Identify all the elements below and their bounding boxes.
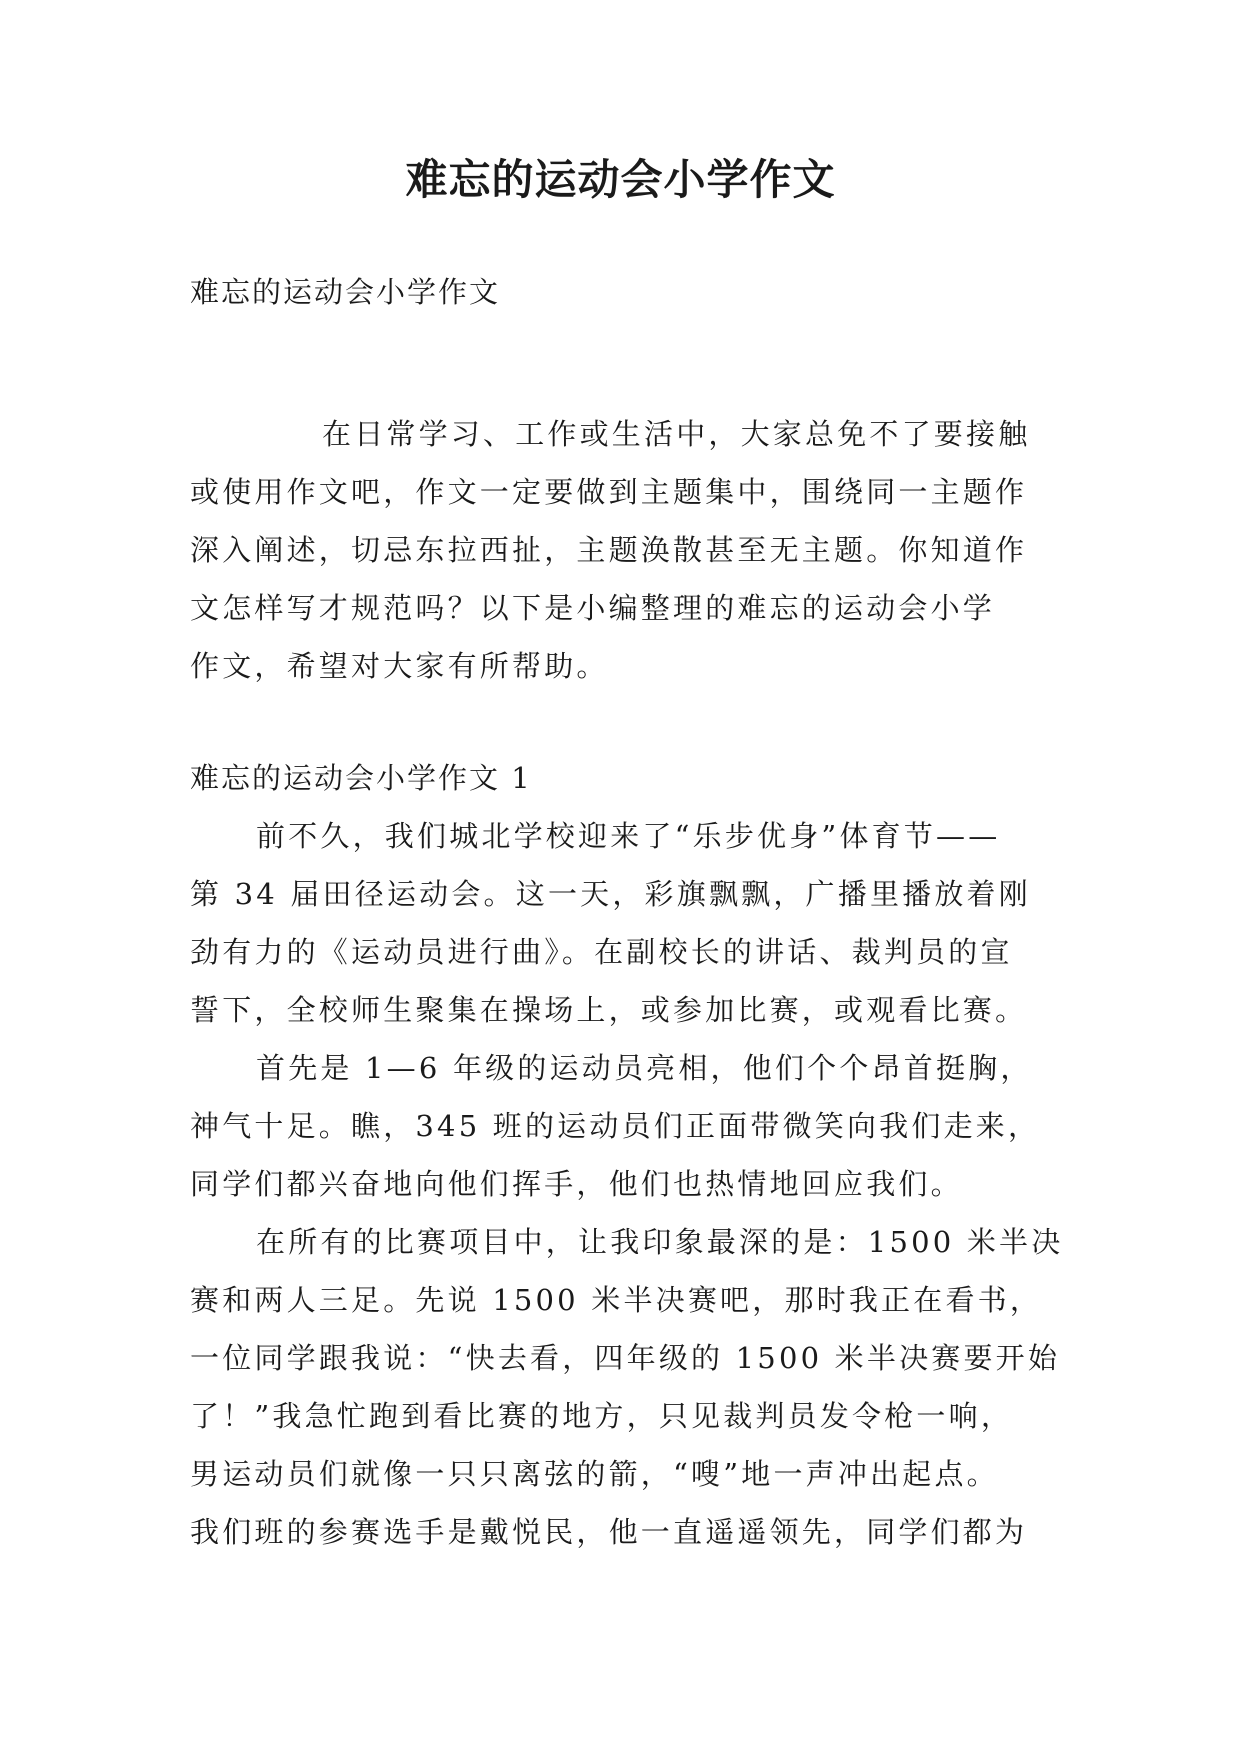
body-line: 誓下，全校师生聚集在操场上，或参加比赛，或观看比赛。	[190, 993, 1028, 1027]
page-title: 难忘的运动会小学作文	[405, 155, 836, 204]
intro-line: 或使用作文吧，作文一定要做到主题集中，围绕同一主题作	[190, 475, 1028, 509]
body-line: 劲有力的《运动员进行曲》。在副校长的讲话、裁判员的宣	[190, 935, 1013, 969]
section-heading: 难忘的运动会小学作文 1	[190, 761, 532, 795]
body-line: 一位同学跟我说：“快去看，四年级的 1500 米半决赛要开始	[190, 1341, 1061, 1375]
intro-line: 深入阐述，切忌东拉西扯，主题涣散甚至无主题。你知道作	[190, 533, 1028, 567]
body-line: 赛和两人三足。先说 1500 米半决赛吧，那时我正在看书，	[190, 1283, 1043, 1317]
body-line: 第 34 届田径运动会。这一天，彩旗飘飘，广播里播放着刚	[190, 877, 1031, 911]
body-line: 在所有的比赛项目中，让我印象最深的是：1500 米半决	[256, 1225, 1064, 1259]
body-line: 了！”我急忙跑到看比赛的地方，只见裁判员发令枪一响，	[190, 1399, 1014, 1433]
intro-line: 文怎样写才规范吗？以下是小编整理的难忘的运动会小学	[190, 591, 996, 625]
body-line: 首先是 1—6 年级的运动员亮相，他们个个昂首挺胸，	[256, 1051, 1033, 1085]
document-subtitle: 难忘的运动会小学作文	[190, 275, 501, 309]
body-line: 同学们都兴奋地向他们挥手，他们也热情地回应我们。	[190, 1167, 963, 1201]
body-line: 前不久，我们城北学校迎来了“乐步优身”体育节——	[256, 819, 1001, 853]
body-line: 我们班的参赛选手是戴悦民，他一直遥遥领先，同学们都为	[190, 1515, 1028, 1549]
intro-line: 在日常学习、工作或生活中，大家总免不了要接触	[322, 417, 1031, 451]
body-line: 神气十足。瞧，345 班的运动员们正面带微笑向我们走来，	[190, 1109, 1041, 1143]
body-line: 男运动员们就像一只只离弦的箭，“嗖”地一声冲出起点。	[190, 1457, 999, 1491]
intro-line: 作文，希望对大家有所帮助。	[190, 649, 609, 683]
